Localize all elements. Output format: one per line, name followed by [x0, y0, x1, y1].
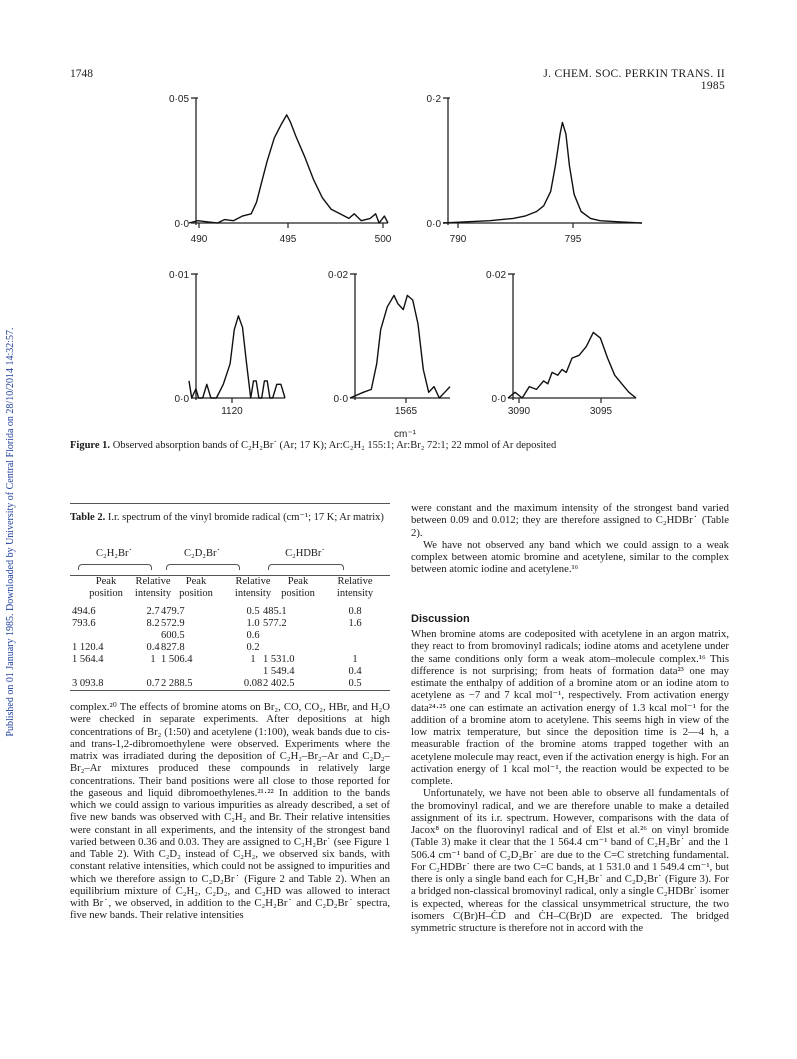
table-group-brace	[78, 564, 152, 570]
table-cell: 1.0	[246, 618, 260, 629]
spectrum-trace	[350, 295, 450, 398]
y-tick-label: 0·2	[426, 94, 441, 105]
table-cell: 1 564.4	[72, 654, 104, 665]
table-group-header: C₂H₂Br˙	[96, 548, 132, 559]
table-column-header: Peak	[185, 576, 207, 587]
discussion-heading: Discussion	[411, 613, 470, 625]
table-header-rule	[70, 575, 390, 576]
table-cell: 0.4	[348, 666, 362, 677]
y-tick-label: 0·0	[491, 394, 506, 405]
spectrum-trace	[189, 316, 285, 398]
x-tick-label: 790	[449, 234, 467, 245]
spectrum-panel-1120	[169, 270, 285, 417]
left-paragraph: complex.²⁰ The effects of bromine atoms on Br₂, CO, CO₂, HBr, and H₂O were checked in separate experiments. After depositions at high concentrations of Br₂ (1:50) and acetylene (1:100), weak bands due to cis- and trans-1,2-dibromoethylene were observed. Experiments where the matrix was irradiated during the deposition of C₂H₂–Br₂–Ar and C₂D₂–Br₂–Ar mixtures produced these compounds in relatively large concentrations. Their band positions were all close to those reported for the gaseous and liquid dibromoethylenes.²¹·²² In addition to the bands which we could assign to various impurities as already described, a set of five new bands was observed with C₂H₂ and Br. Their relative intensities were constant in all experiments, and the intensity of the strongest band varied between 0.36 and 0.03. They are assigned to C₂H₂Br˙ (see Figure 1 and Table 2). With C₂D₂ instead of C₂H₂, we observed six bands, with constant relative intensities, which could not be assigned to impurities and which we therefore assign to C₂D₂Br˙ (Figure 2 and Table 2). When an equilibrium mixture of C₂H₂, C₂D₂, and C₂HD was allowed to interact with Br˙, we observed, in addition to the C₂H₂Br˙ and C₂D₂Br˙ spectra, five new bands. Their relative intensities	[70, 701, 390, 922]
journal-header: J. CHEM. SOC. PERKIN TRANS. II 1985	[543, 68, 725, 92]
table-title	[70, 512, 400, 524]
right-paragraph-4: Unfortunately, we have not been able to observe all fundamentals of the bromovinyl radical, and we are therefore unable to make a detailed assignment of its i.r. spectrum. However, comparisons with the data of Jacox⁸ on the fluorovinyl radical and of Elst et al.²⁶ on vinyl bromide (Table 3) make it clear that the 1 564.4 cm⁻¹ band of C₂H₂Br˙ and the 1 506.4 cm⁻¹ band of C₂D₂Br˙ are due to the C=C stretching fundamental. For C₂HDBr˙ there are two C=C bands, at 1 531.0 and 1 549.4 cm⁻¹, but there is only a single band each for C₂H₂Br˙ and C₂D₂Br˙ (Figure 3). For a bridged non-classical bromovinyl radical, only a single C₂HDBr˙ isomer is expected, whereas for the classical unsymmetrical structure, the two isomers C(Br)H–ĊD and ĊH–C(Br)D are expected. The bridged symmetric structure is therefore not in accord with the	[411, 787, 729, 934]
spectrum-panel-790	[427, 94, 642, 245]
table-cell: 1 531.0	[263, 654, 295, 665]
x-tick-label: 1565	[394, 406, 418, 417]
table-column-header: Peak	[287, 576, 309, 587]
table-cell: 793.6	[72, 618, 96, 629]
axis-unit-label: cm⁻¹	[394, 429, 416, 440]
figure-caption-label: Figure 1.	[70, 440, 111, 451]
table-column-header: Peak	[95, 576, 117, 587]
table-cell: 0.08	[243, 678, 263, 689]
table-group-header: C₂HDBr˙	[285, 548, 325, 559]
table-cell: 827.8	[161, 642, 185, 653]
table-cell: 600.5	[161, 630, 185, 641]
table-cell: 0.5	[348, 678, 362, 689]
y-tick-label: 0·05	[168, 94, 189, 105]
table-cell: 0.2	[246, 642, 260, 653]
left-column-text	[70, 701, 390, 922]
x-tick-label: 3095	[589, 406, 613, 417]
table-cell: 479.7	[161, 606, 185, 617]
y-tick-label: 0·0	[426, 219, 441, 230]
page-number: 1748	[70, 68, 93, 80]
spectrum-trace	[508, 332, 636, 398]
figure-caption-text: Observed absorption bands of C₂H₂Br˙ (Ar; 17 K); Ar:C₂H₂ 155:1; Ar:Br₂ 72:1; 22 mmol of Ar deposited	[112, 440, 557, 451]
spectrum-panel-1565	[328, 270, 450, 417]
spectrum-panel-3090	[486, 270, 636, 417]
table-column-header: Relative	[337, 576, 373, 587]
download-watermark: Published on 01 January 1985. Downloaded by University of Central Florida on 28/10/2014 14:32:57.	[5, 327, 16, 737]
table-column-header: Relative	[235, 576, 271, 587]
right-column-top	[411, 502, 729, 576]
table-column-header: position	[179, 588, 213, 599]
table-cell: 3 093.8	[72, 678, 104, 689]
table-cell: 2 402.5	[263, 678, 295, 689]
right-paragraph-3: When bromine atoms are codeposited with acetylene in an argon matrix, they react to from bromovinyl radicals; iodine atoms and acetylene under the same conditions only form a weak atom–molecule complex.¹⁶ This difference is not surprising; from heats of formation data²³ one may estimate the enthalpy of addition of a bromine atom or an iodine atom to acetylene as −7 and 7 kcal mol⁻¹, respectively. From activation energy data²⁴·²⁵ one can estimate an activation energy of 1.3 kcal mol⁻¹ for the addition of a bromine atom to acetylene. This seems high in view of the low matrix temperature, but since the deposition time is 2—4 h, a measurable fraction of the bromine atoms trapped together with an acetylene molecule may react, even if the activation energy is high. For an activation energy of 1 kcal mol⁻¹, the reaction would be expected to be complete.	[411, 628, 729, 787]
figure-1-plots	[0, 0, 797, 440]
table-group-brace	[166, 564, 240, 570]
table-cell: 2 288.5	[161, 678, 193, 689]
table-cell: 1	[250, 654, 256, 665]
x-tick-label: 500	[374, 234, 392, 245]
right-column-discussion	[411, 628, 729, 934]
x-tick-label: 795	[564, 234, 582, 245]
table-cell: 485.1	[263, 606, 287, 617]
table-cell: 0.8	[348, 606, 362, 617]
table-cell: 1 549.4	[263, 666, 295, 677]
spectrum-trace	[189, 115, 388, 223]
table-column-header: Relative	[135, 576, 171, 587]
table-cell: 577.2	[263, 618, 287, 629]
table-cell: 8.2	[146, 618, 160, 629]
x-tick-label: 1120	[221, 406, 243, 417]
table-column-header: position	[89, 588, 123, 599]
table-group-brace	[268, 564, 344, 570]
table-cell: 0.7	[146, 678, 160, 689]
y-tick-label: 0·02	[485, 270, 506, 281]
y-tick-label: 0·02	[327, 270, 348, 281]
right-paragraph-2: We have not observed any band which we could assign to a weak complex between atomic bromine and acetylene, similar to the complex between atomic iodine and acetylene.¹⁶	[411, 538, 729, 576]
table-top-rule	[70, 503, 390, 504]
table-cell: 0.5	[246, 606, 260, 617]
table-title-label: Table 2.	[70, 512, 106, 523]
figure-caption	[70, 440, 770, 451]
table-column-header: intensity	[336, 588, 374, 599]
table-cell: 1	[150, 654, 156, 665]
y-tick-label: 0·0	[174, 219, 189, 230]
table-column-header: position	[281, 588, 315, 599]
y-tick-label: 0·0	[333, 394, 348, 405]
table-column-header: intensity	[234, 588, 272, 599]
table-cell: 1	[352, 654, 358, 665]
table-cell: 2.7	[146, 606, 160, 617]
table-cell: 1 120.4	[72, 642, 104, 653]
right-paragraph-1: were constant and the maximum intensity of the strongest band varied between 0.09 and 0.012; they are therefore assigned to C₂HDBr˙ (Table 2).	[411, 502, 729, 539]
table-cell: 0.6	[246, 630, 260, 641]
spectrum-panel-490	[169, 94, 392, 245]
table-cell: 0.4	[146, 642, 160, 653]
table-group-header: C₂D₂Br˙	[184, 548, 220, 559]
spectrum-trace	[443, 122, 642, 223]
table-cell: 1.6	[348, 618, 362, 629]
table-title-text: I.r. spectrum of the vinyl bromide radical (cm⁻¹; 17 K; Ar matrix)	[107, 512, 384, 523]
x-tick-label: 490	[190, 234, 208, 245]
table-cell: 494.6	[72, 606, 96, 617]
y-tick-label: 0·01	[168, 270, 189, 281]
x-tick-label: 495	[279, 234, 297, 245]
y-tick-label: 0·0	[174, 394, 189, 405]
table-cell: 572.9	[161, 618, 185, 629]
x-tick-label: 3090	[507, 406, 531, 417]
table-column-header: intensity	[134, 588, 172, 599]
table-bottom-rule	[70, 690, 390, 691]
table-cell: 1 506.4	[161, 654, 193, 665]
